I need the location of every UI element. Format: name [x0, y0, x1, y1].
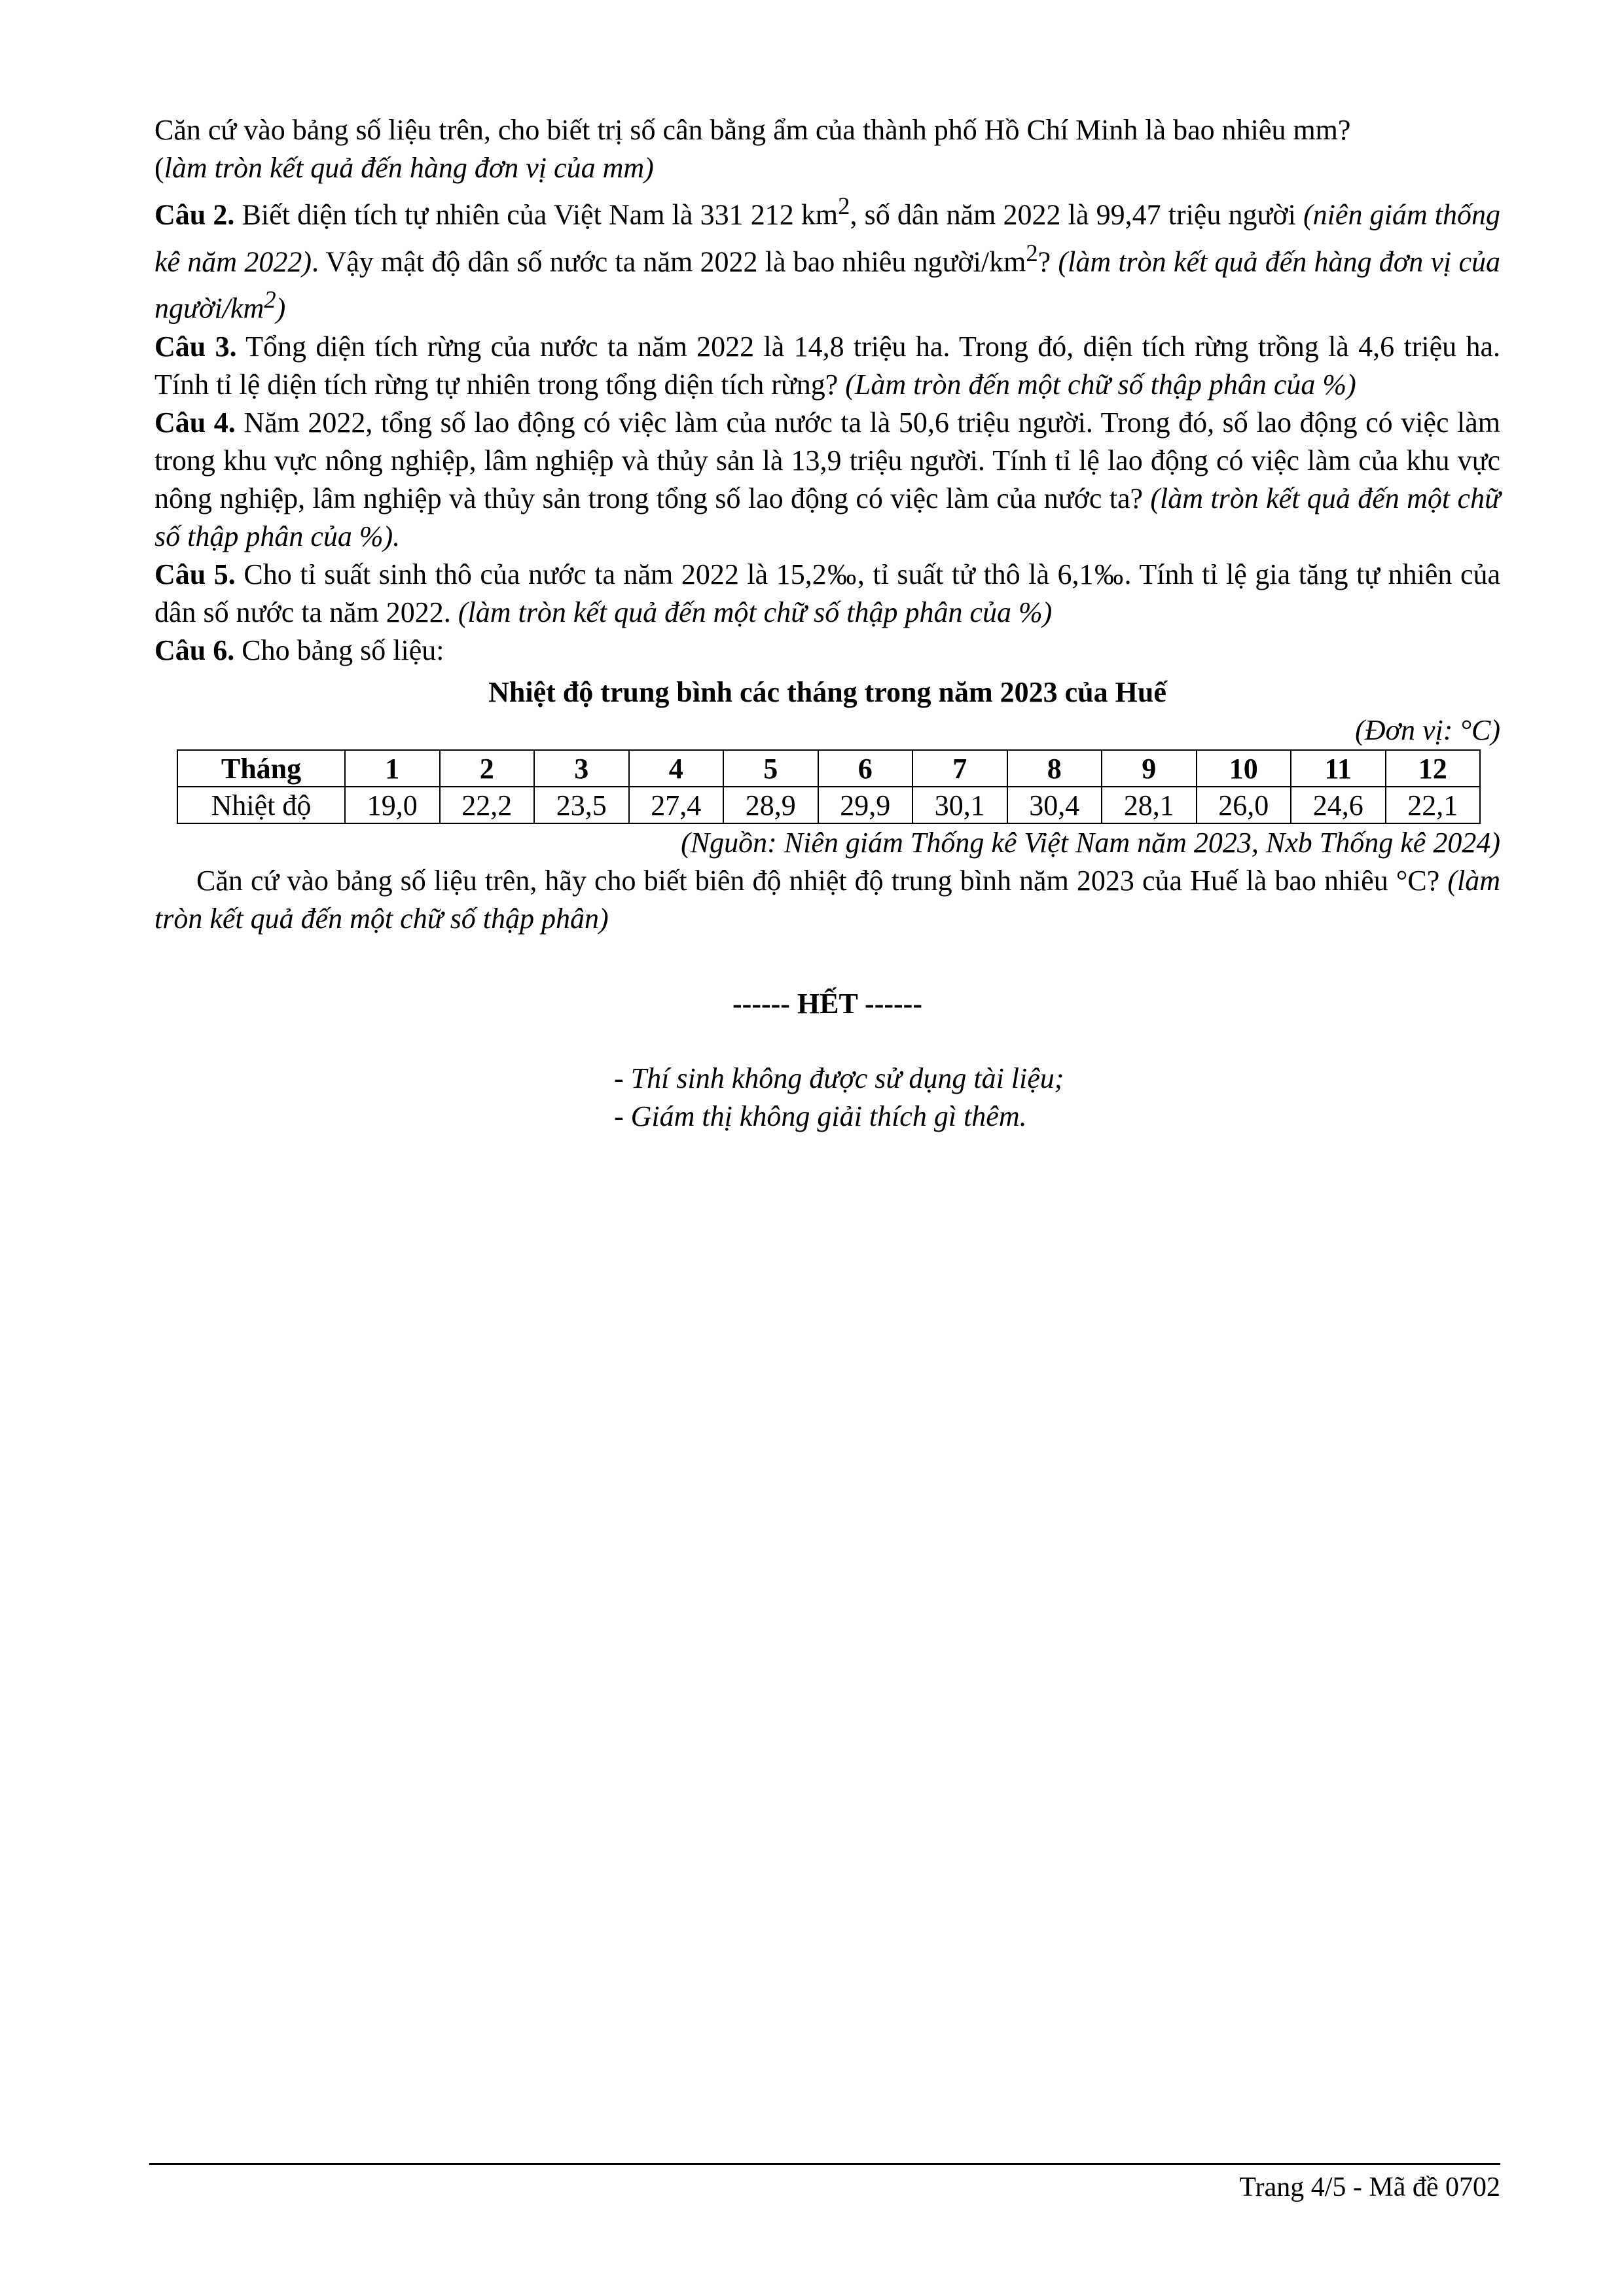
end-mark: ------ HẾT ------ — [732, 987, 922, 1020]
temperature-cell: 22,1 — [1386, 787, 1481, 823]
table-unit: (Đơn vị: °C) — [1355, 713, 1500, 746]
q1-open-paren: ( — [154, 152, 164, 184]
note-item: - Thí sinh không được sử dụng tài liệu; — [614, 1062, 1064, 1094]
q6-label: Câu 6. — [154, 634, 235, 666]
temperature-cell: 23,5 — [534, 787, 629, 823]
footer-divider — [149, 2163, 1500, 2165]
q5-label: Câu 5. — [154, 558, 236, 590]
question-5 — [154, 556, 1500, 632]
temperature-cell: 19,0 — [345, 787, 440, 823]
temperature-cell: 28,9 — [723, 787, 818, 823]
question-3 — [154, 328, 1500, 404]
month-cell: 4 — [629, 750, 724, 787]
q6-question: Căn cứ vào bảng số liệu trên, hãy cho biết biên độ nhiệt độ trung bình năm 2023 của Huế là bao nhiêu °C? — [196, 864, 1448, 897]
row-header-temperature: Nhiệt độ — [177, 787, 345, 823]
month-cell: 2 — [440, 750, 535, 787]
question-6 — [154, 632, 1500, 670]
q3-text: Tổng diện tích rừng của nước ta năm 2022 là 14,8 triệu ha. Trong đó, diện tích rừng trồng là 4,6 triệu ha. Tính tỉ lệ diện tích rừng tự nhiên trong tổng diện tích rừng? — [154, 330, 1501, 401]
month-cell: 8 — [1007, 750, 1102, 787]
q3-note: (Làm tròn đến một chữ số thập phân của %) — [845, 368, 1356, 401]
note-item: - Giám thị không giải thích gì thêm. — [614, 1100, 1027, 1132]
q2-text-a: Biết diện tích tự nhiên của Việt Nam là 331 212 km — [234, 198, 839, 231]
month-cell: 1 — [345, 750, 440, 787]
q1-text: Căn cứ vào bảng số liệu trên, cho biết trị số cân bằng ẩm của thành phố Hồ Chí Minh là bao nhiêu mm? — [154, 114, 1351, 146]
q4-label: Câu 4. — [154, 406, 236, 439]
q1-note: làm tròn kết quả đến hàng đơn vị của mm) — [164, 152, 654, 184]
q2-note-b: (làm tròn kết quả đến hàng đơn vị của người/km — [154, 245, 1500, 325]
table-row-temperatures — [177, 787, 1480, 823]
temperature-cell: 22,2 — [440, 787, 535, 823]
month-cell: 3 — [534, 750, 629, 787]
q2-sup-1: 2 — [838, 192, 850, 219]
temperature-cell: 30,4 — [1007, 787, 1102, 823]
question-4 — [154, 404, 1500, 556]
temperature-cell: 26,0 — [1197, 787, 1291, 823]
q2-sup-3: 2 — [264, 286, 276, 314]
q3-label: Câu 3. — [154, 330, 237, 363]
q5-text: Cho tỉ suất sinh thô của nước ta năm 2022 là 15,2‰, tỉ suất tử thô là 6,1‰. Tính tỉ lệ gia tăng tự nhiên của dân số nước ta năm 2022. — [154, 558, 1500, 628]
temperature-cell: 27,4 — [629, 787, 724, 823]
month-cell: 9 — [1102, 750, 1197, 787]
month-cell: 12 — [1386, 750, 1481, 787]
question-2 — [154, 187, 1500, 328]
row-header-month: Tháng — [177, 750, 345, 787]
month-cell: 5 — [723, 750, 818, 787]
q5-note: (làm tròn kết quả đến một chữ số thập phân của %) — [458, 596, 1053, 628]
q2-text-d: ? — [1038, 245, 1058, 278]
month-cell: 6 — [818, 750, 913, 787]
q2-text-b: , số dân năm 2022 là 99,47 triệu người — [850, 198, 1304, 231]
temperature-table — [177, 749, 1481, 824]
temperature-cell: 30,1 — [912, 787, 1007, 823]
q2-note-c: ) — [276, 292, 286, 325]
month-cell: 7 — [912, 750, 1007, 787]
month-cell: 10 — [1197, 750, 1291, 787]
q2-label: Câu 2. — [154, 198, 235, 231]
question-6-prompt — [154, 862, 1500, 938]
q6-text: Cho bảng số liệu: — [234, 634, 444, 666]
exam-notes — [614, 1060, 1500, 1136]
page-footer: Trang 4/5 - Mã đề 0702 — [1239, 2172, 1500, 2202]
question-1-continuation — [154, 111, 1500, 187]
q4-text: Năm 2022, tổng số lao động có việc làm của nước ta là 50,6 triệu người. Trong đó, số lao động có việc làm trong khu vực nông nghiệp, lâm nghiệp và thủy sản là 13,9 triệu người. Tính tỉ lệ lao động có việc làm của khu vực nông nghiệp, lâm nghiệp và thủy sản trong tổng số lao động có việc làm của nước ta? — [154, 406, 1500, 514]
q2-note-a: (niên giám thống kê năm 2022) — [154, 198, 1500, 278]
page-content — [154, 111, 1500, 1136]
temperature-cell: 28,1 — [1102, 787, 1197, 823]
table-title: Nhiệt độ trung bình các tháng trong năm 2023 của Huế — [488, 675, 1166, 708]
q4-note: (làm tròn kết quả đến một chữ số thập phân của %). — [154, 482, 1500, 552]
month-cell: 11 — [1291, 750, 1386, 787]
q6-note: (làm tròn kết quả đến một chữ số thập phân) — [154, 864, 1500, 935]
table-source: (Nguồn: Niên giám Thống kê Việt Nam năm 2023, Nxb Thống kê 2024) — [681, 826, 1500, 859]
temperature-cell: 29,9 — [818, 787, 913, 823]
q2-sup-2: 2 — [1026, 239, 1038, 266]
temperature-cell: 24,6 — [1291, 787, 1386, 823]
table-row-months — [177, 750, 1480, 787]
q2-text-c: . Vậy mật độ dân số nước ta năm 2022 là bao nhiêu người/km — [311, 245, 1026, 278]
